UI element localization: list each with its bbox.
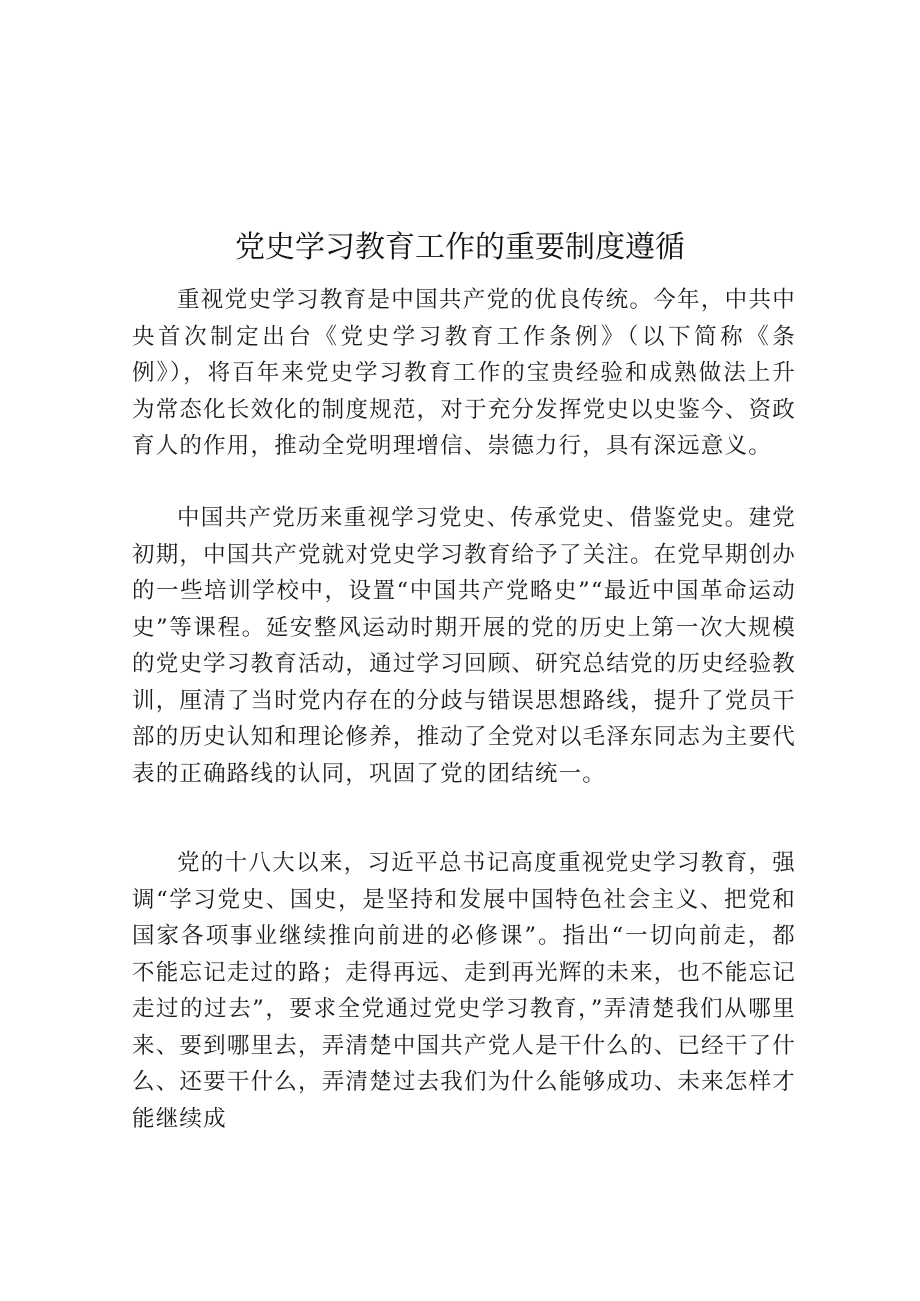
paragraph-1: 重视党史学习教育是中国共产党的优良传统。今年，中共中央首次制定出台《党史学习教育工作条例》（以下简称《条例》），将百年来党史学习教育工作的宝贵经验和成熟做法上升为常态化长效化的制度规范，对于充分发挥党史以史鉴今、资政育人的作用，推动全党明理增信、崇德力行，具有深远意义。 (132, 287, 796, 459)
paragraph-3: 党的十八大以来，习近平总书记高度重视党史学习教育，强调“学习党史、国史，是坚持和发展中国特色社会主义、把党和国家各项事业继续推向前进的必修课”。指出“一切向前走，都不能忘记走过的路；走得再远、走到再光辉的未来，也不能忘记走过的过去”，要求全党通过党史学习教育，”弄清楚我们从哪里来、要到哪里去，弄清楚中国共产党人是干什么的、已经干了什么、还要干什么，弄清楚过去我们为什么能够成功、未来怎样才能继续成 (132, 850, 796, 1132)
paragraph-2: 中国共产党历来重视学习党史、传承党史、借鉴党史。建党初期，中国共产党就对党史学习教育给予了关注。在党早期创办的一些培训学校中，设置“中国共产党略史”“最近中国革命运动史”等课程。延安整风运动时期开展的党的历史上第一次大规模的党史学习教育活动，通过学习回顾、研究总结党的历史经验教训，厘清了当时党内存在的分歧与错误思想路线，提升了党员干部的历史认知和理论修养，推动了全党对以毛泽东同志为主要代表的正确路线的认同，巩固了党的团结统一。 (132, 505, 796, 787)
document-title: 党史学习教育工作的重要制度遵循 (235, 230, 685, 265)
